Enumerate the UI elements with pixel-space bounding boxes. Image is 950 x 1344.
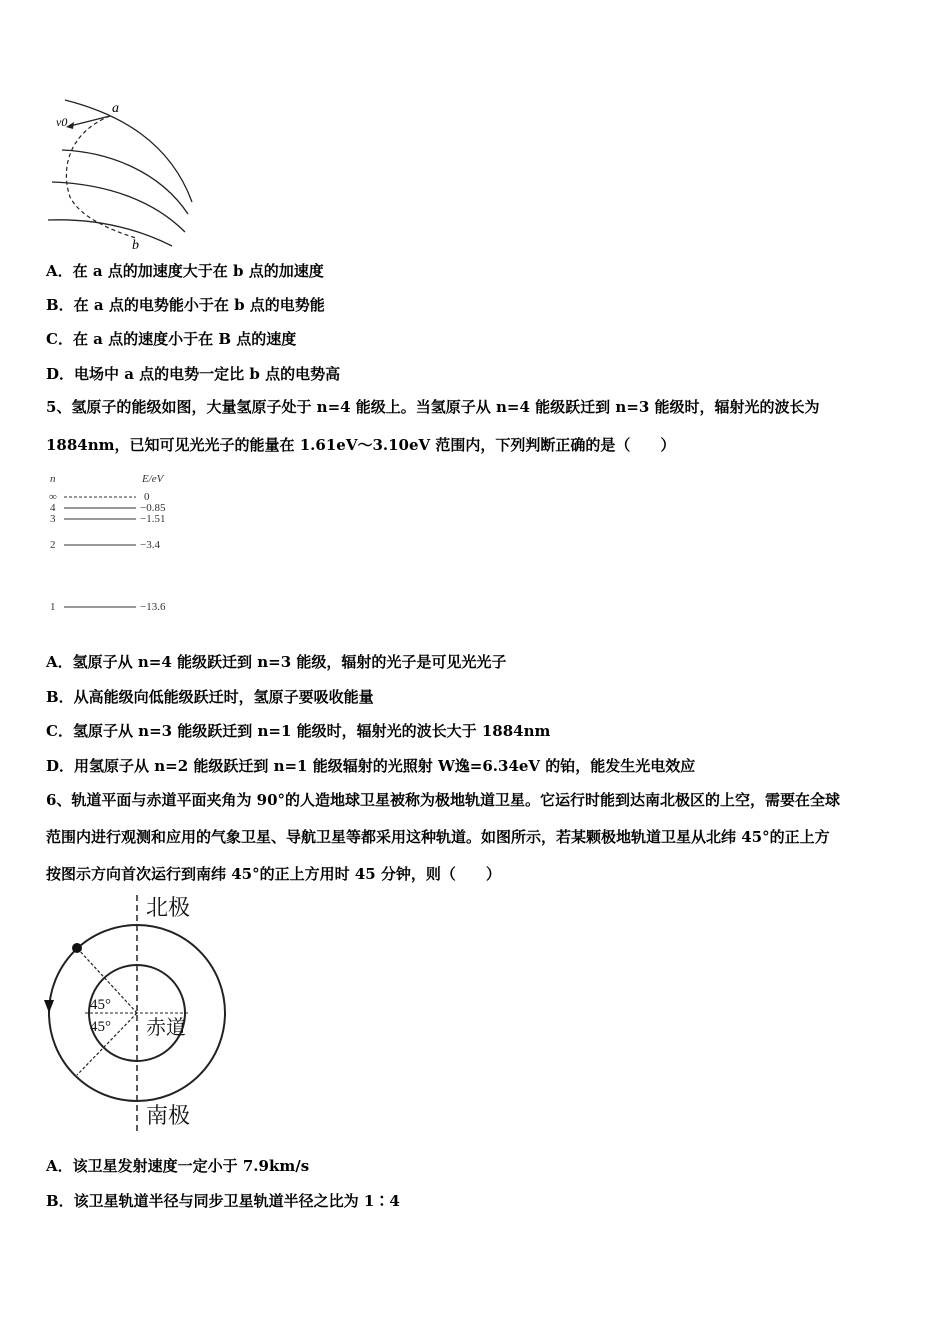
south-pole-label: 南极 <box>146 1103 191 1128</box>
angle-bottom-label: 45° <box>90 1019 111 1035</box>
label-a: a <box>112 101 119 116</box>
field-line-1 <box>65 100 192 202</box>
q4-option-b: B．在 a 点的电势能小于在 b 点的电势能 <box>46 296 325 314</box>
q5-option-c: C．氢原子从 n=3 能级跃迁到 n=1 能级时，辐射光的波长大于 1884nm <box>46 722 551 740</box>
field-lines-figure <box>40 92 200 252</box>
q4-option-d: D．电场中 a 点的电势一定比 b 点的电势高 <box>46 365 341 383</box>
field-line-2 <box>62 150 188 214</box>
satellite-dot <box>72 943 82 953</box>
level-2-n: 2 <box>50 539 56 551</box>
angle-top-label: 45° <box>90 997 111 1013</box>
level-1-e: −13.6 <box>140 601 166 613</box>
level-inf-e: 0 <box>144 491 150 503</box>
n-header: n <box>50 473 56 485</box>
direction-arrow <box>44 1000 54 1013</box>
q5-stem-line2: 1884nm，已知可见光光子的能量在 1.61eV～3.10eV 范围内，下列判断正确的是（ ） <box>46 436 676 454</box>
level-3-e: −1.51 <box>140 513 166 525</box>
q5-option-a: A．氢原子从 n=4 能级跃迁到 n=3 能级，辐射的光子是可见光光子 <box>46 653 507 671</box>
q4-option-c: C．在 a 点的速度小于在 B 点的速度 <box>46 330 297 348</box>
q6-option-a: A．该卫星发射速度一定小于 7.9km/s <box>46 1157 310 1175</box>
energy-level-diagram <box>46 470 196 615</box>
q6-option-b: B．该卫星轨道半径与同步卫星轨道半径之比为 1∶4 <box>46 1192 400 1210</box>
north-pole-label: 北极 <box>146 895 191 920</box>
polar-orbit-diagram <box>40 893 240 1133</box>
q5-option-b: B．从高能级向低能级跃迁时，氢原子要吸收能量 <box>46 688 374 706</box>
equator-label: 赤道 <box>146 1017 186 1039</box>
q6-stem-line2: 范围内进行观测和应用的气象卫星、导航卫星等都采用这种轨道。如图所示，若某颗极地轨道卫星从北纬 45°的正上方 <box>46 828 830 846</box>
level-inf-n: ∞ <box>49 491 57 503</box>
q4-option-a: A．在 a 点的加速度大于在 b 点的加速度 <box>46 262 324 280</box>
field-line-4 <box>48 220 172 246</box>
q6-stem-line1: 6、轨道平面与赤道平面夹角为 90°的人造地球卫星被称为极地轨道卫星。它运行时能到达南北极区的上空，需要在全球 <box>46 791 841 809</box>
e-header: E/eV <box>142 473 164 485</box>
velocity-arrow <box>70 116 110 126</box>
q6-stem-line3: 按图示方向首次运行到南纬 45°的正上方用时 45 分钟，则（ ） <box>46 865 501 883</box>
level-4-e: −0.85 <box>140 502 166 514</box>
q5-stem-line1: 5、氢原子的能级如图，大量氢原子处于 n=4 能级上。当氢原子从 n=4 能级跃迁到 n=3 能级时，辐射光的波长为 <box>46 398 820 416</box>
label-v0: v0 <box>56 115 68 129</box>
label-b: b <box>132 238 139 252</box>
q5-option-d: D．用氢原子从 n=2 能级跃迁到 n=1 能级辐射的光照射 W逸=6.34eV 的铂，能发生光电效应 <box>46 757 696 775</box>
trajectory-path <box>66 116 136 238</box>
level-2-e: −3.4 <box>140 539 160 551</box>
level-1-n: 1 <box>50 601 56 613</box>
field-line-3 <box>52 182 185 232</box>
level-3-n: 3 <box>50 513 56 525</box>
level-4-n: 4 <box>50 502 56 514</box>
